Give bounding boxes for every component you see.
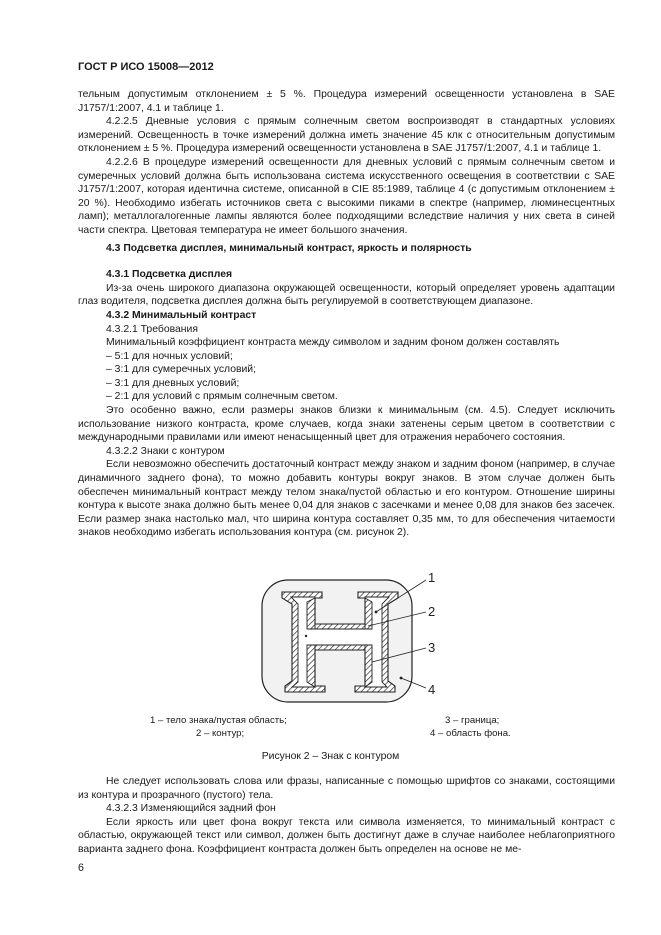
bottom-text-block [78, 775, 615, 857]
list-item-ratio-twilight: – 3:1 для сумеречных условий; [106, 364, 256, 376]
callout-4: 4 [428, 682, 436, 697]
outlined-character-diagram [260, 566, 450, 708]
paragraph-4-3-2-2: Если невозможно обеспечить достаточный контраст между знаком и задним фоном (например, в случае динамичного заднего фона), то можно добавить контуры вокруг знаков. В этом случае должен быть обеспечен минимальный контраст между телом знака/пустой областью и его контуром. Отношение ширины контура к высоте знака должно быть менее 0,04 для знаков с засечками и менее 0,08 для знаков без засечек. Если размер знака настолько мал, что ширина контура составляет 0,35 мм, то для обеспечения читаемости знаков необходимо избегать использования контура (см. рисунок 2). [78, 459, 615, 539]
list-item-ratio-sunlight: – 2:1 для условий с прямым солнечным светом. [106, 391, 338, 403]
subheading-4-3-2-1: 4.3.2.1 Требования [106, 323, 198, 335]
paragraph-after-figure: Не следует использовать слова или фразы, написанные с помощью шрифтов со знаками, состоящими из контура и прозрачного (пустого) тела. [78, 776, 615, 801]
document-header: ГОСТ Р ИСО 15008—2012 [78, 61, 214, 73]
legend-item-3: 3 – граница; [445, 715, 500, 726]
figure-2-outlined-character [260, 566, 450, 713]
section-heading-4-3-1: 4.3.1 Подсветка дисплея [106, 269, 233, 281]
subheading-4-3-2-2: 4.3.2.2 Знаки с контуром [106, 445, 225, 457]
section-heading-4-3-2: 4.3.2 Минимальный контраст [106, 309, 257, 321]
paragraph-4-3-2-3: Если яркость или цвет фона вокруг текста или символа изменяется, то минимальный контраст с областью, окружающей текст или символ, должен быть достигнут даже в случае наиболее неблагоприятного варианта заднего фона. Коэффициент контраста должен быть определен на основе не ме- [78, 816, 615, 855]
page-number: 6 [78, 862, 84, 874]
paragraph-4-2-2-5: 4.2.2.5 Дневные условия с прямым солнечным светом воспроизводят в стандартных условиях измерений. Освещенность в точке измерений должна иметь значение 45 клк с относительным допустимым отклонением ± 5 %. Процедура измерений освещенности установлена в SAE J1757/1:2007, 4.1 и таблице 1. [78, 116, 615, 155]
top-text-block [78, 88, 615, 540]
list-item-ratio-night: – 5:1 для ночных условий; [106, 350, 233, 362]
paragraph-4-2-2-6: 4.2.2.6 В процедуре измерений освещенности для дневных условий с прямым солнечным светом и сумеречных условий должна быть использована система искусственного освещения в соответствии с SAE J1757/1:2007, которая идентична системе, описанной в CIE 85:1989, таблице 4 (с допустимым отклонением ± 20 %). Необходимо избегать источников света с высокими пиками в спектре (например, люминесцентных ламп); металлогалогенные лампы являются более подходящими вследствие наличия у них света в синей части спектра. Цветовая температура не имеет большого значения. [78, 156, 615, 236]
paragraph-4-3-2-1-intro: Минимальный коэффициент контраста между символом и задним фоном должен составлять [106, 337, 560, 349]
legend-item-2: 2 – контур; [196, 728, 245, 739]
subheading-4-3-2-3: 4.3.2.3 Изменяющийся задний фон [106, 803, 276, 815]
paragraph-continuation: тельным допустимым отклонением ± 5 %. Процедура измерений освещенности установлена в SAE J1757/1:2007, 4.1 и таблице 1. [78, 89, 615, 114]
callout-3: 3 [428, 640, 436, 655]
section-heading-4-3: 4.3 Подсветка дисплея, минимальный контраст, яркость и полярность [106, 242, 472, 254]
legend-item-1: 1 – тело знака/пустая область; [150, 715, 287, 726]
paragraph-4-3-2-1-note: Это особенно важно, если размеры знаков близки к минимальным (см. 4.5). Следует исключить использование низкого контраста, кроме случаев, когда знаки затенены серым цветом в соответствии с международными правилами или имеют ненасыщенный цвет для отражения нерабочего состояния. [78, 405, 615, 444]
paragraph-4-3-1: Из-за очень широкого диапазона окружающей освещенности, который определяет уровень адаптации глаз водителя, подсветка дисплея должна быть регулируемой в соответствующем диапазоне. [78, 282, 615, 308]
figure-caption: Рисунок 2 – Знак с контуром [261, 751, 400, 762]
list-item-ratio-day: – 3:1 для дневных условий; [106, 377, 240, 389]
callout-2: 2 [428, 604, 436, 619]
legend-item-4: 4 – область фона. [430, 728, 511, 739]
callout-1: 1 [428, 570, 436, 585]
